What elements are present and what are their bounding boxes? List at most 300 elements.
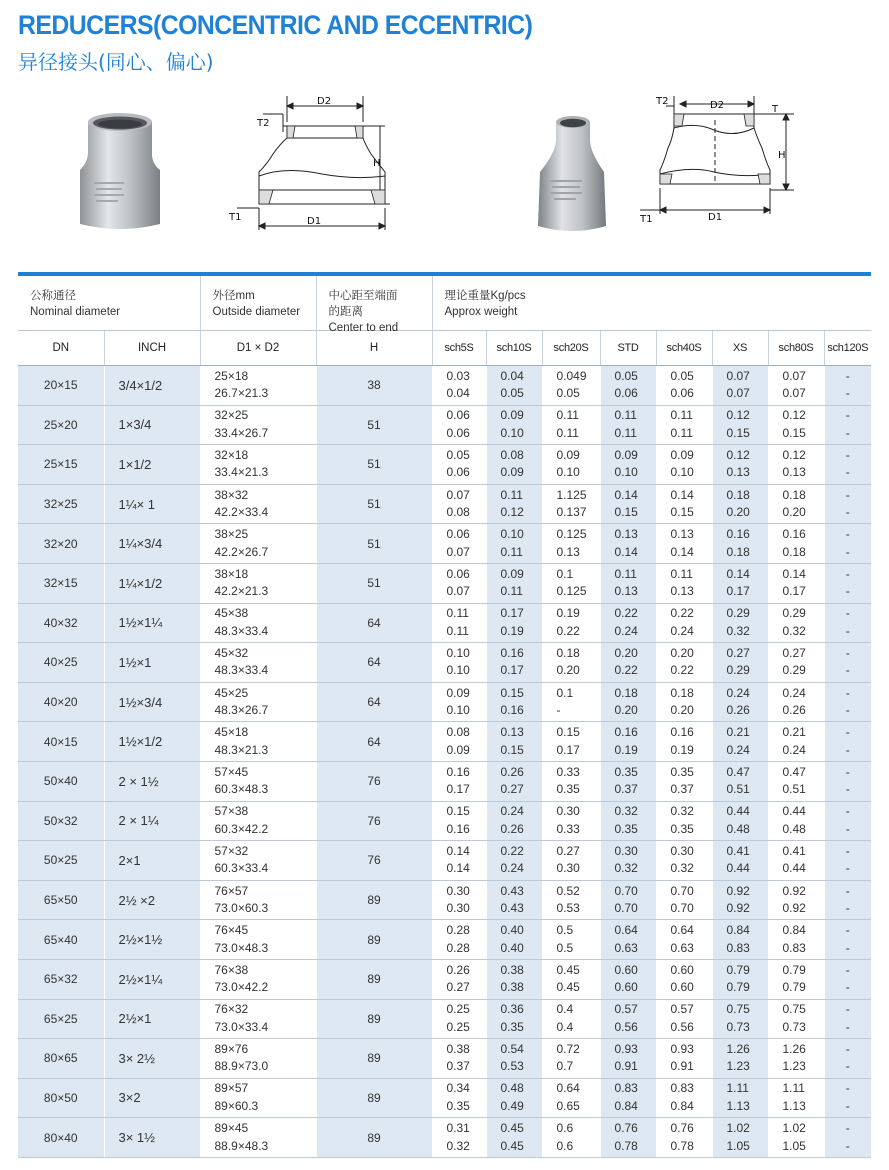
cell-weight <box>432 1118 486 1158</box>
weight-value: 0.11 <box>446 623 469 638</box>
weight-value: 0.20 <box>670 703 694 718</box>
cell-weight <box>768 484 824 524</box>
weight-value: 0.16 <box>726 527 750 542</box>
cell-weight <box>656 1078 712 1118</box>
weight-value: - <box>845 940 850 955</box>
weight-value: 0.08 <box>446 725 470 740</box>
weight-value: 0.83 <box>782 940 806 955</box>
weight-value: 0.91 <box>614 1059 638 1074</box>
weight-value: 0.35 <box>446 1098 470 1113</box>
weight-value: 0.15 <box>614 505 638 520</box>
weight-value: 0.07 <box>446 584 470 599</box>
cell-weight <box>824 405 871 445</box>
cell-weight <box>824 1118 871 1158</box>
weight-value: 0.78 <box>614 1138 638 1153</box>
cell-weight <box>824 841 871 881</box>
weight-value: 0.63 <box>670 940 694 955</box>
table-row <box>18 920 871 960</box>
weight-value: 0.34 <box>446 1081 470 1096</box>
weight-value: 0.20 <box>556 663 580 678</box>
weight-value: 0.03 <box>446 368 470 383</box>
weight-value: 0.11 <box>670 408 693 423</box>
weight-value: 0.14 <box>782 566 806 581</box>
cell-weight <box>768 524 824 564</box>
table-row <box>18 643 871 683</box>
weight-value: 1.05 <box>726 1138 750 1153</box>
weight-value: 0.06 <box>446 566 470 581</box>
reducer-spec-table <box>18 272 871 1158</box>
cell-inch: 1×3/4 <box>104 405 200 445</box>
cell-h: 89 <box>316 880 432 920</box>
weight-value: 0.32 <box>614 804 638 819</box>
cell-weight <box>600 563 656 603</box>
cell-dn: 65×40 <box>18 920 104 960</box>
weight-value: 0.27 <box>446 980 470 995</box>
col-h: H <box>316 331 432 366</box>
weight-value: 0.84 <box>782 923 806 938</box>
cell-weight <box>432 880 486 920</box>
cell-weight <box>712 880 768 920</box>
cell-inch: 3/4×1/2 <box>104 366 200 406</box>
cell-dn: 32×20 <box>18 524 104 564</box>
weight-value: 0.15 <box>500 742 524 757</box>
cell-weight <box>824 880 871 920</box>
label-t2: T2 <box>257 118 270 129</box>
weight-value: 0.37 <box>614 782 638 797</box>
col-sch20s: sch20S <box>542 331 600 366</box>
cell-weight <box>768 801 824 841</box>
cell-weight <box>542 682 600 722</box>
weight-value: 0.84 <box>726 923 750 938</box>
weight-value: 0.11 <box>500 544 523 559</box>
weight-value: 0.10 <box>500 527 524 542</box>
weight-value: 0.24 <box>500 804 524 819</box>
cell-weight <box>656 1118 712 1158</box>
weight-value: 0.24 <box>782 685 806 700</box>
weight-value: 0.35 <box>670 764 694 779</box>
cell-weight <box>824 366 871 406</box>
weight-value: 0.47 <box>726 764 750 779</box>
weight-value: 0.07 <box>782 386 806 401</box>
cell-weight <box>432 959 486 999</box>
cell-h: 76 <box>316 761 432 801</box>
weight-value: 0.10 <box>446 645 470 660</box>
weight-value: - <box>845 487 850 502</box>
cell-weight <box>768 880 824 920</box>
weight-value: - <box>845 901 850 916</box>
cell-weight <box>542 722 600 762</box>
col-dn: DN <box>18 331 104 366</box>
od-value: 42.2×33.4 <box>214 505 269 520</box>
od-value: 73.0×33.4 <box>214 1019 269 1034</box>
cell-weight <box>542 1118 600 1158</box>
weight-value: 0.32 <box>446 1138 470 1153</box>
cell-weight <box>824 999 871 1039</box>
weight-value: 0.07 <box>446 487 470 502</box>
cell-weight <box>768 1118 824 1158</box>
weight-value: 0.13 <box>670 584 694 599</box>
cell-weight <box>712 1078 768 1118</box>
od-value: 60.3×48.3 <box>214 782 269 797</box>
cell-weight <box>712 682 768 722</box>
weight-value: - <box>845 804 850 819</box>
cell-inch: 2×1 <box>104 841 200 881</box>
weight-value: 0.53 <box>556 901 580 916</box>
weight-value: 0.60 <box>670 980 694 995</box>
cell-weight <box>768 920 824 960</box>
weight-value: 0.24 <box>726 742 750 757</box>
weight-value: 1.02 <box>726 1121 750 1136</box>
cell-h: 89 <box>316 999 432 1039</box>
weight-value: 0.22 <box>614 606 638 621</box>
table-row <box>18 445 871 485</box>
weight-value: 0.30 <box>614 843 638 858</box>
weight-value: 0.09 <box>500 465 524 480</box>
cell-weight <box>432 643 486 683</box>
weight-value: 0.18 <box>782 544 806 559</box>
cell-od <box>200 405 316 445</box>
weight-value: 0.15 <box>726 425 750 440</box>
cell-weight <box>768 682 824 722</box>
weight-value: - <box>845 645 850 660</box>
table-row <box>18 1078 871 1118</box>
weight-value: - <box>845 663 850 678</box>
weight-value: 0.83 <box>726 940 750 955</box>
weight-value: 0.14 <box>726 566 750 581</box>
weight-value: 0.35 <box>500 1019 524 1034</box>
weight-value: 0.44 <box>726 861 750 876</box>
cell-weight <box>542 445 600 485</box>
cell-weight <box>600 603 656 643</box>
col-d1d2: D1 × D2 <box>200 331 316 366</box>
weight-value: 0.24 <box>500 861 524 876</box>
cell-od <box>200 1118 316 1158</box>
col-sch5s: sch5S <box>432 331 486 366</box>
od-value: 45×25 <box>214 685 249 700</box>
cell-weight <box>486 405 542 445</box>
cell-od <box>200 603 316 643</box>
cell-weight <box>712 920 768 960</box>
weight-value: 0.24 <box>670 623 694 638</box>
weight-value: - <box>845 606 850 621</box>
weight-value: - <box>845 980 850 995</box>
cell-weight <box>542 484 600 524</box>
weight-value: - <box>845 544 850 559</box>
eccentric-reducer-diagram <box>225 92 390 237</box>
weight-value: 0.83 <box>614 1081 638 1096</box>
weight-value: 0.06 <box>670 386 694 401</box>
cell-weight <box>432 524 486 564</box>
weight-value: 0.64 <box>614 923 638 938</box>
weight-value: 0.26 <box>500 821 524 836</box>
cell-dn: 65×50 <box>18 880 104 920</box>
weight-value: 0.22 <box>500 843 524 858</box>
cell-weight <box>542 603 600 643</box>
weight-value: 0.60 <box>614 962 638 977</box>
cell-weight <box>824 643 871 683</box>
od-value: 76×45 <box>214 923 249 938</box>
weight-value: - <box>845 764 850 779</box>
label-t1: T1 <box>640 214 653 225</box>
weight-value: 0.18 <box>556 645 580 660</box>
cell-inch: 1¼× 1 <box>104 484 200 524</box>
cell-inch: 1½×1 <box>104 643 200 683</box>
weight-value: 0.10 <box>446 703 470 718</box>
od-value: 57×32 <box>214 843 249 858</box>
cell-weight <box>768 722 824 762</box>
cell-weight <box>712 643 768 683</box>
weight-value: 0.1 <box>556 685 574 700</box>
od-value: 45×32 <box>214 645 249 660</box>
cell-h: 51 <box>316 524 432 564</box>
cell-weight <box>542 643 600 683</box>
weight-value: 0.6 <box>556 1121 574 1136</box>
weight-value: 0.73 <box>782 1019 806 1034</box>
weight-value: 0.19 <box>500 623 524 638</box>
weight-value: 0.26 <box>500 764 524 779</box>
weight-value: 0.13 <box>782 465 806 480</box>
cell-inch: 3×2 <box>104 1078 200 1118</box>
weight-value: 0.16 <box>446 821 470 836</box>
od-value: 88.9×48.3 <box>214 1138 269 1153</box>
cell-dn: 50×25 <box>18 841 104 881</box>
od-value: 89×45 <box>214 1121 249 1136</box>
cell-weight <box>768 1039 824 1079</box>
od-value: 76×57 <box>214 883 249 898</box>
od-value: 48.3×21.3 <box>214 742 269 757</box>
od-value: 38×32 <box>214 487 249 502</box>
cell-weight <box>824 761 871 801</box>
cell-weight <box>824 524 871 564</box>
cell-weight <box>432 920 486 960</box>
weight-value: - <box>845 1059 850 1074</box>
cell-weight <box>824 563 871 603</box>
cell-weight <box>486 563 542 603</box>
cell-weight <box>432 722 486 762</box>
cell-weight <box>600 801 656 841</box>
od-value: 73.0×42.2 <box>214 980 269 995</box>
cell-dn: 25×15 <box>18 445 104 485</box>
cell-weight <box>432 445 486 485</box>
weight-value: 0.79 <box>782 962 806 977</box>
cell-weight <box>542 524 600 564</box>
cell-weight <box>656 1039 712 1079</box>
column-header-row <box>18 331 871 366</box>
cell-weight <box>824 1039 871 1079</box>
od-value: 76×38 <box>214 962 249 977</box>
cell-h: 76 <box>316 801 432 841</box>
weight-value: 0.40 <box>500 923 524 938</box>
cell-inch: 2½×1 <box>104 999 200 1039</box>
cell-weight <box>542 1039 600 1079</box>
weight-value: 0.29 <box>782 606 806 621</box>
weight-value: 0.57 <box>614 1002 638 1017</box>
weight-value: 0.30 <box>556 861 580 876</box>
cell-weight <box>656 366 712 406</box>
cell-weight <box>712 603 768 643</box>
cell-weight <box>600 999 656 1039</box>
weight-value: 0.137 <box>556 505 587 520</box>
weight-value: 0.15 <box>500 685 524 700</box>
weight-value: 0.28 <box>446 940 470 955</box>
weight-value: 0.21 <box>782 725 806 740</box>
cell-weight <box>768 761 824 801</box>
weight-value: 0.32 <box>614 861 638 876</box>
cell-weight <box>656 524 712 564</box>
weight-value: 0.12 <box>726 408 750 423</box>
weight-value: 0.38 <box>500 962 524 977</box>
od-value: 76×32 <box>214 1002 249 1017</box>
weight-value: 0.13 <box>670 527 694 542</box>
cell-weight <box>824 445 871 485</box>
weight-value: 0.13 <box>556 544 580 559</box>
outside-diameter-header: 外径mm Outside diameter <box>212 290 301 318</box>
weight-value: 0.09 <box>614 447 638 462</box>
weight-value: 0.27 <box>726 645 750 660</box>
cell-dn: 40×32 <box>18 603 104 643</box>
cell-dn: 65×25 <box>18 999 104 1039</box>
weight-value: 0.5 <box>556 923 574 938</box>
od-value: 45×38 <box>214 606 249 621</box>
weight-value: 0.07 <box>782 368 806 383</box>
weight-value: 0.51 <box>726 782 750 797</box>
weight-value: 0.16 <box>670 725 694 740</box>
cell-weight <box>656 880 712 920</box>
cell-weight <box>656 603 712 643</box>
weight-value: 0.04 <box>500 368 524 383</box>
weight-value: - <box>845 685 850 700</box>
weight-value: 0.18 <box>726 487 750 502</box>
cell-inch: 3× 2½ <box>104 1039 200 1079</box>
weight-value: 0.65 <box>556 1098 580 1113</box>
cell-weight <box>712 801 768 841</box>
cell-weight <box>432 1039 486 1079</box>
label-d2: D2 <box>317 96 332 107</box>
weight-value: - <box>845 505 850 520</box>
weight-value: 0.10 <box>614 465 638 480</box>
weight-value: 0.48 <box>782 821 806 836</box>
cell-weight <box>712 563 768 603</box>
cell-weight <box>656 643 712 683</box>
weight-value: 0.73 <box>726 1019 750 1034</box>
weight-value: 0.11 <box>614 425 637 440</box>
od-value: 57×45 <box>214 764 249 779</box>
cell-weight <box>600 1078 656 1118</box>
cell-od <box>200 643 316 683</box>
table-row <box>18 722 871 762</box>
col-xs: XS <box>712 331 768 366</box>
cell-inch: 3× 1½ <box>104 1118 200 1158</box>
weight-value: 0.10 <box>556 465 580 480</box>
cell-od <box>200 524 316 564</box>
cell-weight <box>712 405 768 445</box>
weight-value: 0.33 <box>556 821 580 836</box>
cell-weight <box>486 445 542 485</box>
weight-value: 0.06 <box>446 527 470 542</box>
weight-value: 1.26 <box>726 1041 750 1056</box>
weight-value: 0.47 <box>782 764 806 779</box>
cell-inch: 1×1/2 <box>104 445 200 485</box>
weight-value: 0.37 <box>446 1059 470 1074</box>
cell-weight <box>432 761 486 801</box>
weight-value: 0.05 <box>614 368 638 383</box>
weight-value: 0.31 <box>446 1121 470 1136</box>
weight-value: 0.11 <box>500 584 523 599</box>
cell-weight <box>600 1118 656 1158</box>
weight-value: 0.53 <box>500 1059 524 1074</box>
cell-h: 51 <box>316 405 432 445</box>
weight-value: 1.11 <box>726 1081 749 1096</box>
weight-value: 1.11 <box>782 1081 805 1096</box>
cell-od <box>200 920 316 960</box>
weight-value: 1.23 <box>782 1059 806 1074</box>
weight-value: 0.16 <box>614 725 638 740</box>
cell-weight <box>486 880 542 920</box>
weight-value: 0.15 <box>556 725 580 740</box>
weight-value: 0.08 <box>500 447 524 462</box>
cell-weight <box>824 959 871 999</box>
label-d1: D1 <box>307 216 322 227</box>
weight-value: 0.12 <box>782 408 806 423</box>
col-inch: INCH <box>104 331 200 366</box>
weight-value: 0.07 <box>726 386 750 401</box>
od-value: 60.3×42.2 <box>214 821 269 836</box>
weight-value: 0.20 <box>670 645 694 660</box>
od-value: 25×18 <box>214 368 249 383</box>
weight-value: 0.05 <box>556 386 580 401</box>
weight-value: 0.17 <box>556 742 580 757</box>
cell-dn: 20×15 <box>18 366 104 406</box>
weight-value: 0.45 <box>500 1121 524 1136</box>
weight-value: 1.23 <box>726 1059 750 1074</box>
cell-weight <box>600 880 656 920</box>
weight-value: 0.45 <box>556 962 580 977</box>
weight-value: - <box>845 1041 850 1056</box>
cell-od <box>200 722 316 762</box>
weight-value: 0.76 <box>670 1121 694 1136</box>
weight-value: 0.13 <box>614 584 638 599</box>
cell-dn: 50×40 <box>18 761 104 801</box>
weight-value: 0.19 <box>670 742 694 757</box>
cell-weight <box>600 405 656 445</box>
eccentric-reducer-photo <box>60 100 180 235</box>
cell-dn: 40×20 <box>18 682 104 722</box>
table-row <box>18 801 871 841</box>
od-value: 38×25 <box>214 527 249 542</box>
cell-weight <box>432 1078 486 1118</box>
weight-value: 0.45 <box>556 980 580 995</box>
weight-value: 0.06 <box>446 465 470 480</box>
cell-weight <box>600 445 656 485</box>
weight-value: 0.92 <box>782 901 806 916</box>
weight-value: 0.11 <box>670 566 693 581</box>
od-value: 48.3×33.4 <box>214 663 269 678</box>
weight-value: 0.76 <box>614 1121 638 1136</box>
weight-value: 0.14 <box>670 544 694 559</box>
cell-weight <box>432 841 486 881</box>
weight-value: 0.38 <box>446 1041 470 1056</box>
od-value: 45×18 <box>214 725 249 740</box>
cell-h: 76 <box>316 841 432 881</box>
od-value: 89×57 <box>214 1081 249 1096</box>
cell-weight <box>600 643 656 683</box>
weight-value: 0.75 <box>726 1002 750 1017</box>
weight-value: 0.09 <box>500 566 524 581</box>
od-value: 88.9×73.0 <box>214 1059 269 1074</box>
center-to-end-header: 中心距至端面 的距离 Center to end <box>328 290 399 334</box>
cell-od <box>200 801 316 841</box>
cell-weight <box>824 682 871 722</box>
